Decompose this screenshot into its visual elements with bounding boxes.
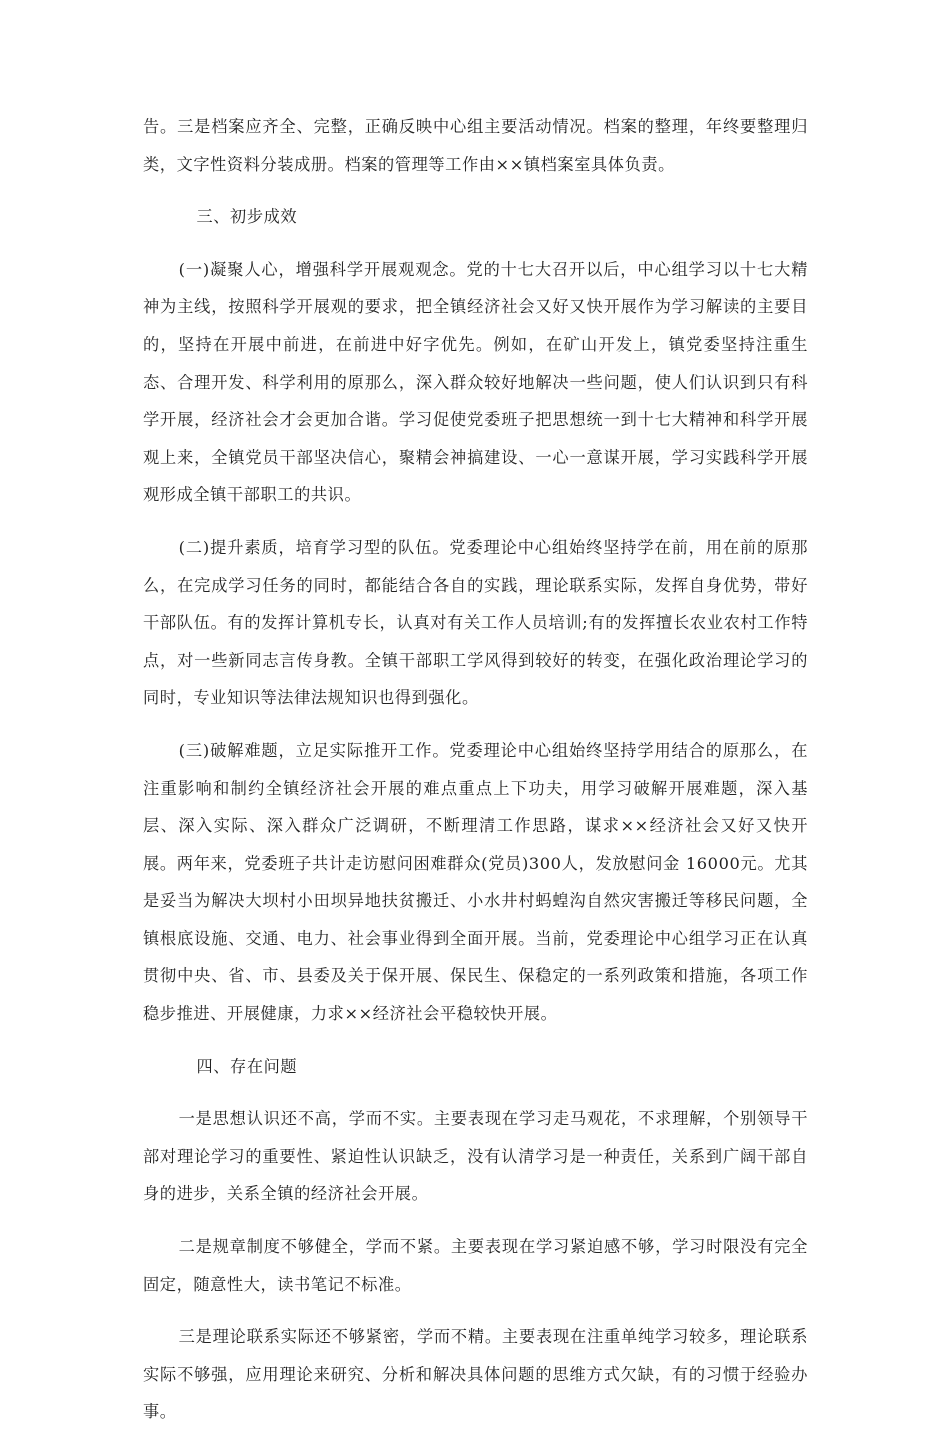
paragraph-problem-1: 一是思想认识还不高，学而不实。主要表现在学习走马观花，不求理解，个别领导干部对理论学习的重要性、紧迫性认识缺乏，没有认清学习是一种责任，关系到广阔干部自身的进步，关系全镇的经济社会开展。 — [143, 1109, 808, 1204]
paragraph-results-3: (三)破解难题，立足实际推开工作。党委理论中心组始终坚持学用结合的原那么，在注重影响和制约全镇经济社会开展的难点重点上下功夫，用学习破解开展难题，深入基层、深入实际、深入群众广泛调研，不断理清工作思路，谋求××经济社会又好又快开展。两年来，党委班子共计走访慰问困难群众(党员)300人，发放慰问金 16000元。尤其是妥当为解决大坝村小田坝异地扶贫搬迁、小水井村蚂蝗沟自然灾害搬迁等移民问题，全镇根底设施、交通、电力、社会事业得到全面开展。当前，党委理论中心组学习正在认真贯彻中央、省、市、县委及关于保开展、保民生、保稳定的一系列政策和措施，各项工作稳步推进、开展健康，力求××经济社会平稳较快开展。 — [143, 740, 808, 1024]
paragraph-results-2: (二)提升素质，培育学习型的队伍。党委理论中心组始终坚持学在前，用在前的原那么，在完成学习任务的同时，都能结合各自的实践，理论联系实际，发挥自身优势，带好干部队伍。有的发挥计算机专长，认真对有关工作人员培训;有的发挥擅长农业农村工作特点，对一些新同志言传身教。全镇干部职工学风得到较好的转变，在强化政治理论学习的同时，专业知识等法律法规知识也得到强化。 — [143, 537, 808, 708]
paragraph-problem-3: 三是理论联系实际还不够紧密，学而不精。主要表现在注重单纯学习较多，理论联系实际不够强，应用理论来研究、分析和解决具体问题的思维方式欠缺，有的习惯于经验办事。 — [143, 1327, 808, 1422]
paragraph-problem-2: 二是规章制度不够健全，学而不紧。主要表现在学习紧迫感不够，学习时限没有完全固定，随意性大，读书笔记不标准。 — [143, 1237, 808, 1294]
section-heading-problems: 四、存在问题 — [196, 1056, 298, 1076]
document-body — [143, 108, 808, 1446]
paragraph-results-1: (一)凝聚人心，增强科学开展观观念。党的十七大召开以后，中心组学习以十七大精神为主线，按照科学开展观的要求，把全镇经济社会又好又快开展作为学习解读的主要目的，坚持在开展中前进，在前进中好字优先。例如，在矿山开发上，镇党委坚持注重生态、合理开发、科学利用的原那么，深入群众较好地解决一些问题，使人们认识到只有科学开展，经济社会才会更加合谐。学习促使党委班子把思想统一到十七大精神和科学开展观上来，全镇党员干部坚决信心，聚精会神搞建设、一心一意谋开展，学习实践科学开展观形成全镇干部职工的共识。 — [143, 259, 808, 505]
section-heading-results: 三、初步成效 — [196, 207, 298, 227]
continued-paragraph: 告。三是档案应齐全、完整，正确反映中心组主要活动情况。档案的整理，年终要整理归类，文字性资料分装成册。档案的管理等工作由××镇档案室具体负责。 — [143, 117, 808, 174]
